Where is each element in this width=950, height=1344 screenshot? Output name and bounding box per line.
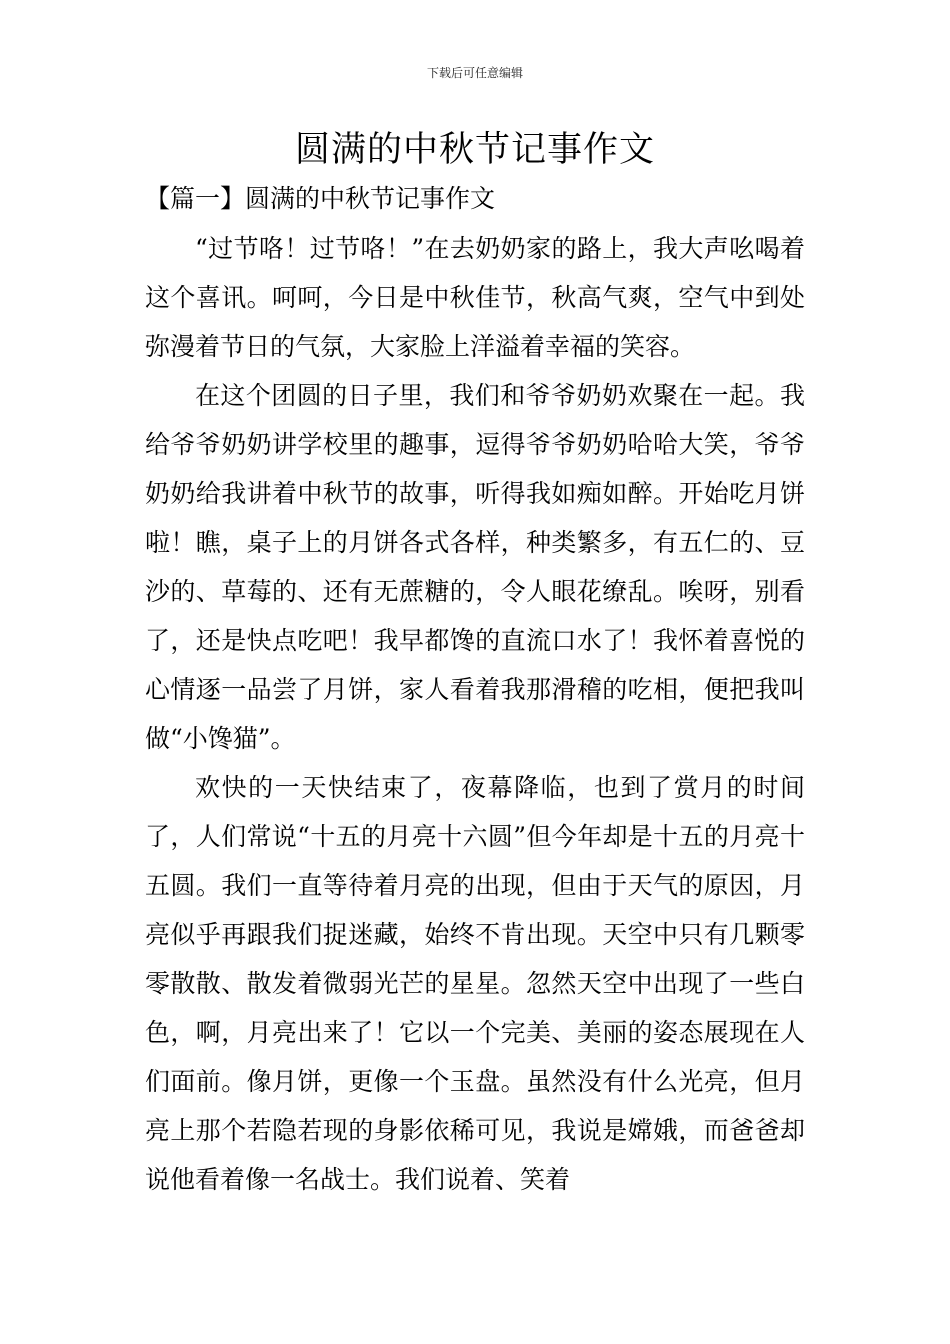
- header-note: 下载后可任意编辑: [426, 66, 523, 80]
- paragraph-2: 在这个团圆的日子里，我们和爷爷奶奶欢聚在一起。我给爷爷奶奶讲学校里的趣事，逗得爷爷奶奶哈哈大笑，爷爷奶奶给我讲着中秋节的故事，听得我如痴如醉。开始吃月饼啦！瞧，桌子上的月饼各式各样，种类繁多，有五仁的、豆沙的、草莓的、还有无蔗糖的，令人眼花缭乱。唉呀，别看了，还是快点吃吧！我早都馋的直流口水了！我怀着喜悦的心情逐一品尝了月饼，家人看着我那滑稽的吃相，便把我叫做“小馋猫”。: [145, 381, 805, 753]
- section-heading: 【篇一】圆满的中秋节记事作文: [145, 184, 496, 213]
- paragraph-1: “过节咯！过节咯！”在去奶奶家的路上，我大声吆喝着这个喜讯。呵呵，今日是中秋佳节，秋高气爽，空气中到处弥漫着节日的气氛，大家脸上洋溢着幸福的笑容。: [145, 234, 805, 361]
- paragraph-3: 欢快的一天快结束了，夜幕降临，也到了赏月的时间了，人们常说“十五的月亮十六圆”但今年却是十五的月亮十五圆。我们一直等待着月亮的出现，但由于天气的原因，月亮似乎再跟我们捉迷藏，始终不肯出现。天空中只有几颗零零散散、散发着微弱光芒的星星。忽然天空中出现了一些白色，啊，月亮出来了！它以一个完美、美丽的姿态展现在人们面前。像月饼，更像一个玉盘。虽然没有什么光亮，但月亮上那个若隐若现的身影依稀可见，我说是嫦娥，而爸爸却说他看着像一名战士。我们说着、笑着: [145, 773, 805, 1194]
- document-title: 圆满的中秋节记事作文: [294, 130, 655, 170]
- document-body: [145, 224, 805, 1204]
